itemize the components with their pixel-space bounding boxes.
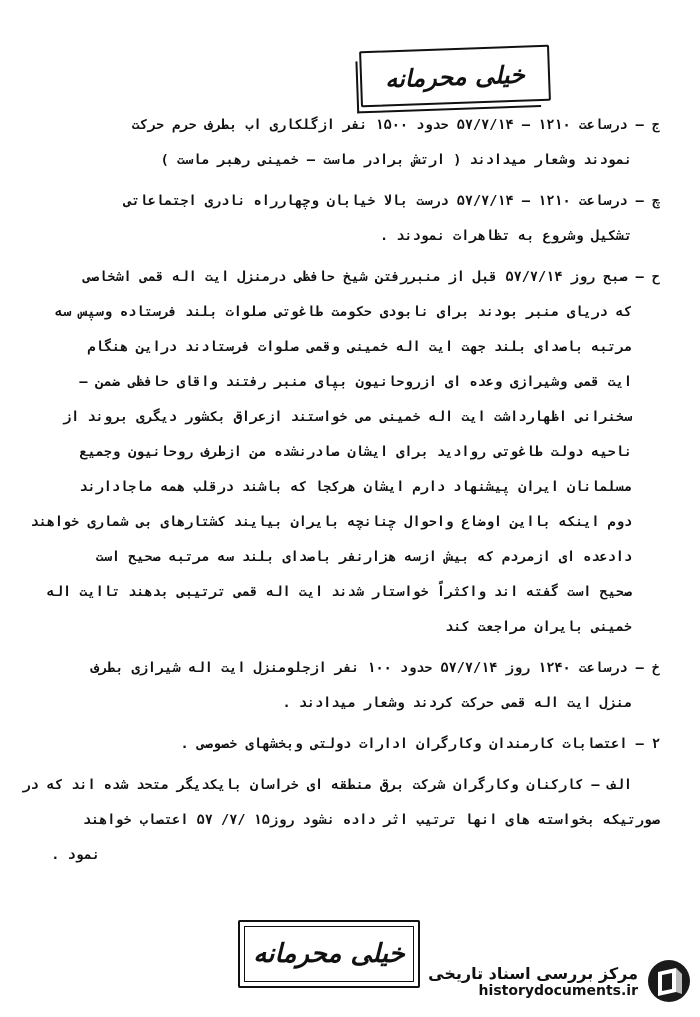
text-line: الف – کارکنان وکارگران شرکت برق منطقه ای خراسان بایکدیگر متحد شده اند که در: [22, 777, 632, 793]
text-line: ج – درساعت ۱۲۱۰ – ۵۷/۷/۱۴ حدود ۱۵۰۰ نفر ازگلکاری اب بطرف حرم حرکت: [131, 117, 660, 133]
document-body: [0, 108, 680, 879]
text-line: خ – درساعت ۱۲۴۰ روز ۵۷/۷/۱۴ حدود ۱۰۰ نفر ازجلومنزل ایت اله شیرازی بطرف: [91, 660, 660, 676]
text-line: ح – صبح روز ۵۷/۷/۱۴ قبل از منبررفتن شیخ حافظی درمنزل ایت اله قمی اشخاصی: [82, 269, 660, 285]
text-line: صورتیکه بخواسته های انها ترتیب اثر داده نشود روز۱۵ /۷/ ۵۷ اعتصاب خواهند: [82, 812, 660, 828]
item-khe: [0, 651, 660, 721]
text-line: منزل ایت اله قمی حرکت کردند وشعار میدادند .: [282, 695, 632, 711]
item-he: [0, 260, 660, 645]
text-line: چ – درساعت ۱۲۱۰ – ۵۷/۷/۱۴ درست بالا خیابان وچهارراه نادری اجتماعاتی: [123, 193, 660, 209]
confidential-stamp-bottom: خیلی محرمانه: [238, 920, 420, 988]
text-line: صحیح است گفته اند واکثراً خواستار شدند ایت اله قمی ترتیبی بدهند تاایت اله: [46, 584, 632, 600]
logo-url-text: historydocuments.ir: [478, 982, 638, 999]
text-line: نمود .: [51, 847, 100, 863]
text-line: مرتبه باصدای بلند جهت ایت اله خمینی وقمی صلوات فرستادند دراین هنگام: [87, 339, 632, 355]
archive-logo: [412, 952, 692, 1010]
logo-persian-text: مرکز بررسی اسناد تاریخی: [428, 963, 638, 983]
text-line: که دریای منبر بودند برای نابودی حکومت طاغوتی صلوات بلند فرستاده وسپس سه: [54, 304, 632, 320]
item-che: [0, 184, 660, 254]
text-line: خمینی بایران مراجعت کند: [445, 619, 632, 635]
text-line: دوم اینکه بااین اوضاع واحوال چنانچه بایران بیایند کشتارهای بی شماری خواهند: [30, 514, 632, 530]
item-section-2: [0, 727, 660, 762]
item-jim: [0, 108, 660, 178]
confidential-stamp-top: خیلی محرمانه: [359, 45, 551, 108]
section-heading: ۲ – اعتصابات کارمندان وکارگران ادارات دولتی وبخشهای خصوصی .: [180, 736, 660, 752]
text-line: ناحیه دولت طاغوتی روادید برای ایشان صادرنشده من ازطرف روحانیون وجمیع: [79, 444, 632, 460]
text-line: سخنرانی اظهارداشت ایت اله خمینی می خواستند ازعراق بکشور دیگری بروند از: [63, 409, 632, 425]
text-line: نمودند وشعار میدادند ( ارتش برادر ماست – خمینی رهبر ماست ): [160, 152, 632, 168]
archive-emblem-icon: [646, 958, 692, 1004]
text-line: مسلمانان ایران پیشنهاد دارم ایشان هرکجا که باشند درقلب همه ماجادارند: [79, 479, 632, 495]
text-line: ایت قمی وشیرازی وعده ای ازروحانیون بپای منبر رفتند واقای حافظی ضمن –: [79, 374, 632, 390]
item-alef: [0, 768, 660, 873]
text-line: تشکیل وشروع به تظاهرات نمودند .: [380, 228, 632, 244]
text-line: دادعده ای ازمردم که بیش ازسه هزارنفر باصدای بلند سه مرتبه صحیح است: [95, 549, 632, 565]
